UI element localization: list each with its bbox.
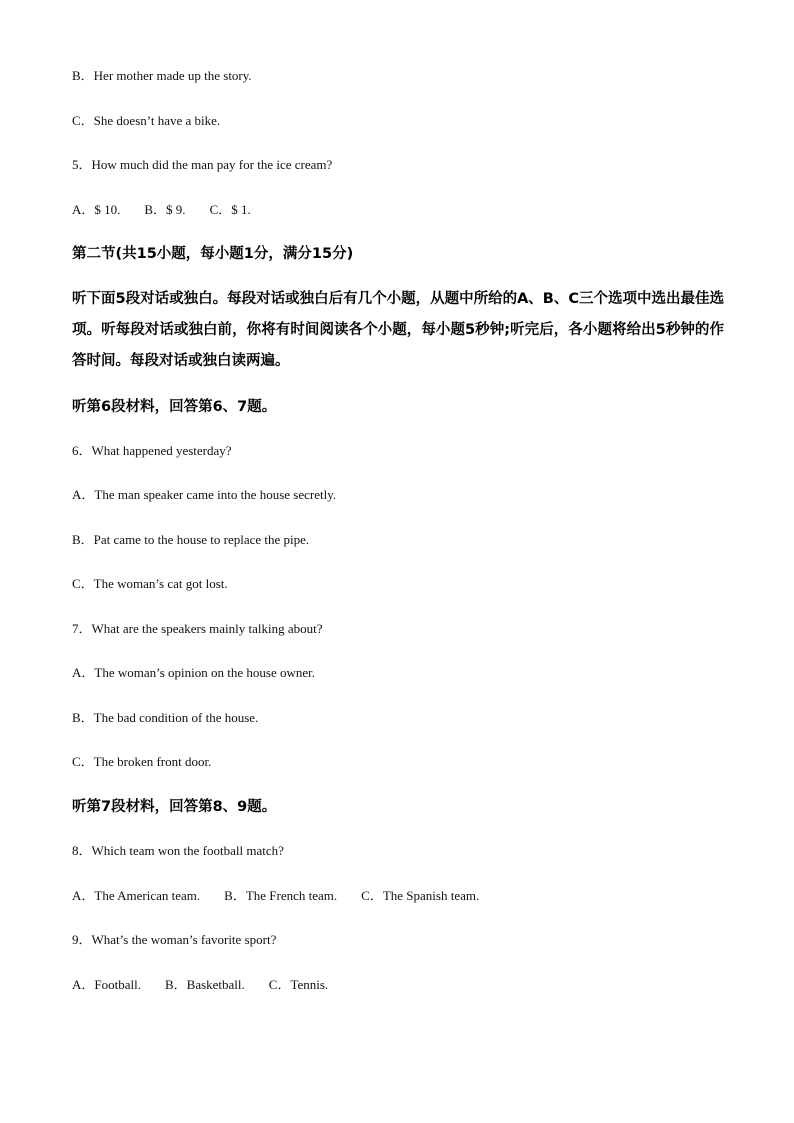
q8-option-b: B．The French team. [224,888,338,903]
part-7-heading: 听第7段材料，回答第8、9题。 [72,799,277,815]
question-7: 7．What are the speakers mainly talking about? [72,621,323,636]
q7-option-b: B．The bad condition of the house. [72,710,259,725]
question-8-options [72,887,479,905]
q5-option-c: C．$ 1. [209,202,251,217]
question-8: 8．Which team won the football match? [72,843,284,858]
question-5: 5．How much did the man pay for the ice cream? [72,157,333,172]
q6-option-b: B．Pat came to the house to replace the pipe. [72,532,310,547]
question-5-options [72,201,251,219]
q9-option-a: A．Football. [72,977,141,992]
q8-option-a: A．The American team. [72,888,201,903]
q4-option-b: B．Her mother made up the story. [72,68,252,83]
section-2-title: 第二节(共15小题，每小题1分，满分15分) [72,246,354,262]
q9-option-c: C．Tennis. [268,977,329,992]
q9-option-b: B．Basketball. [164,977,245,992]
q7-option-a: A．The woman’s opinion on the house owner. [72,665,315,680]
q6-option-c: C．The woman’s cat got lost. [72,576,228,591]
section-2-instructions: 听下面5段对话或独白。每段对话或独白后有几个小题，从题中所给的A、B、C三个选项中选出最佳选项。听每段对话或独白前，你将有时间阅读各个小题，每小题5秒钟;听完后，各小题将给出5秒钟的作答时间。每段对话或独白读两遍。 [72,291,725,369]
q5-option-a: A．$ 10. [72,202,121,217]
q8-option-c: C．The Spanish team. [361,888,480,903]
question-6: 6．What happened yesterday? [72,443,232,458]
part-6-heading: 听第6段材料，回答第6、7题。 [72,399,277,415]
q6-option-a: A．The man speaker came into the house secretly. [72,487,337,502]
question-9: 9．What’s the woman’s favorite sport? [72,932,277,947]
question-9-options [72,976,328,994]
q7-option-c: C．The broken front door. [72,754,212,769]
q5-option-b: B．$ 9. [144,202,186,217]
q4-option-c: C．She doesn’t have a bike. [72,113,221,128]
